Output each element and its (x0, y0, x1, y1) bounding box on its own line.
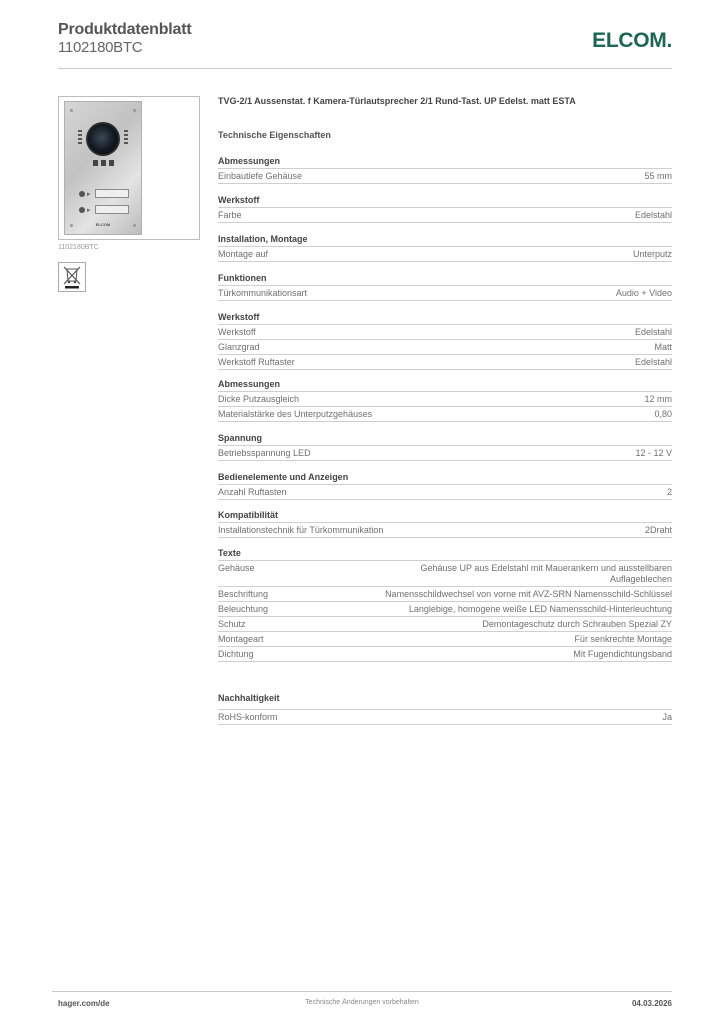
product-title: TVG-2/1 Aussenstat. f Kamera-Türlautsprecher 2/1 Rund-Tast. UP Edelst. matt ESTA (218, 96, 576, 106)
bell-key-icon (79, 191, 85, 197)
property-name: Installationstechnik für Türkommunikation (218, 525, 384, 535)
table-row (218, 392, 672, 407)
section-nachhaltigkeit (218, 692, 672, 725)
property-name: Türkommunikationsart (218, 288, 308, 298)
property-name: Montage auf (218, 249, 269, 259)
table-row (218, 286, 672, 301)
section-texte (218, 547, 672, 662)
table-row (218, 325, 672, 340)
property-value: 12 - 12 V (635, 448, 672, 458)
section-title: Nachhaltigkeit (218, 692, 672, 710)
table-row (218, 523, 672, 538)
call-button-1 (79, 189, 129, 199)
header-divider (58, 68, 672, 69)
bell-key-icon (79, 207, 85, 213)
table-row (218, 446, 672, 461)
section-title: Texte (218, 547, 672, 561)
section-werkstoff (218, 194, 672, 223)
table-row (218, 407, 672, 422)
table-row (218, 340, 672, 355)
table-row (218, 617, 672, 632)
section-bedienelemente (218, 471, 672, 500)
arrow-icon: ▸ (87, 207, 91, 214)
table-row (218, 561, 672, 587)
table-row (218, 355, 672, 370)
panel-brand: ELCOM (95, 222, 111, 227)
name-plate (95, 189, 129, 198)
table-row (218, 632, 672, 647)
section-title: Installation, Montage (218, 233, 672, 247)
section-title: Funktionen (218, 272, 672, 286)
section-spannung (218, 432, 672, 461)
section-title: Werkstoff (218, 194, 672, 208)
table-row (218, 169, 672, 184)
property-value: Für senkrechte Montage (574, 634, 672, 644)
elcom-logo: ELCOM. (592, 29, 672, 52)
property-value: Edelstahl (634, 210, 672, 220)
arrow-icon: ▸ (87, 191, 91, 198)
footer-date: 04.03.2026 (631, 999, 672, 1008)
property-name: Schutz (218, 619, 246, 629)
technical-properties-heading: Technische Eigenschaften (218, 130, 331, 140)
property-value: 0,80 (654, 409, 672, 419)
property-value: Gehäuse UP aus Edelstahl mit Mauerankern und ausstellbaren Auflageblechen (420, 563, 672, 584)
property-name: RoHS-konform (218, 712, 278, 722)
property-value: Matt (654, 342, 672, 352)
property-name: Montageart (218, 634, 264, 644)
property-value: Audio + Video (615, 288, 672, 298)
section-title: Kompatibilität (218, 509, 672, 523)
footer-divider (52, 991, 672, 992)
section-abmessungen (218, 155, 672, 184)
property-name: Farbe (218, 210, 242, 220)
property-value: Edelstahl (634, 327, 672, 337)
section-title: Abmessungen (218, 155, 672, 169)
property-name: Einbautiefe Gehäuse (218, 171, 303, 181)
speaker-grille-icon (93, 160, 115, 166)
table-row (218, 247, 672, 262)
camera-lens-icon (88, 124, 118, 154)
section-title: Abmessungen (218, 378, 672, 392)
led-icon (124, 130, 128, 144)
table-row (218, 587, 672, 602)
article-number: 1102180BTC (58, 39, 143, 56)
weee-crossed-out-bin-icon (58, 262, 86, 292)
table-row (218, 602, 672, 617)
property-value: Mit Fugendichtungsband (573, 649, 672, 659)
property-name: Betriebsspannung LED (218, 448, 311, 458)
property-value: 2Draht (644, 525, 672, 535)
property-name: Anzahl Ruftasten (218, 487, 287, 497)
product-image (58, 96, 200, 240)
section-funktionen (218, 272, 672, 301)
call-button-2 (79, 205, 129, 215)
table-row (218, 710, 672, 725)
property-value: Langlebige, homogene weiße LED Namensschild-Hinterleuchtung (408, 604, 672, 614)
name-plate (95, 205, 129, 214)
table-row (218, 647, 672, 662)
property-value: Demontageschutz durch Schrauben Spezial ZY (482, 619, 672, 629)
property-value: Ja (662, 712, 672, 722)
property-name: Werkstoff (218, 327, 256, 337)
property-name: Dicke Putzausgleich (218, 394, 300, 404)
property-name: Materialstärke des Unterputzgehäuses (218, 409, 373, 419)
led-icon (78, 130, 82, 144)
property-value: Namensschildwechsel von vorne mit AVZ-SRN Namensschild-Schlüssel (385, 589, 672, 599)
section-installation (218, 233, 672, 262)
property-name: Dichtung (218, 649, 254, 659)
property-name: Beschriftung (218, 589, 269, 599)
table-row (218, 485, 672, 500)
section-title: Werkstoff (218, 311, 672, 325)
screw-icon (133, 109, 136, 112)
property-value: Edelstahl (634, 357, 672, 367)
section-title: Spannung (218, 432, 672, 446)
image-caption: 1102180BTC (58, 244, 99, 251)
property-value: Unterputz (632, 249, 672, 259)
section-abmessungen-2 (218, 378, 672, 422)
property-name: Beleuchtung (218, 604, 269, 614)
door-station-panel (64, 101, 142, 235)
screw-icon (70, 109, 73, 112)
section-werkstoff-2 (218, 311, 672, 370)
section-kompatibilitaet (218, 509, 672, 538)
footer-disclaimer: Technische Änderungen vorbehalten (305, 999, 419, 1006)
property-value: 55 mm (644, 171, 672, 181)
page-title: Produktdatenblatt (58, 21, 192, 38)
property-name: Glanzgrad (218, 342, 260, 352)
property-value: 2 (666, 487, 672, 497)
table-row (218, 208, 672, 223)
footer-website-link[interactable]: hager.com/de (58, 999, 110, 1008)
section-title: Bedienelemente und Anzeigen (218, 471, 672, 485)
property-value: 12 mm (644, 394, 672, 404)
property-name: Gehäuse (218, 563, 255, 573)
property-name: Werkstoff Ruftaster (218, 357, 295, 367)
